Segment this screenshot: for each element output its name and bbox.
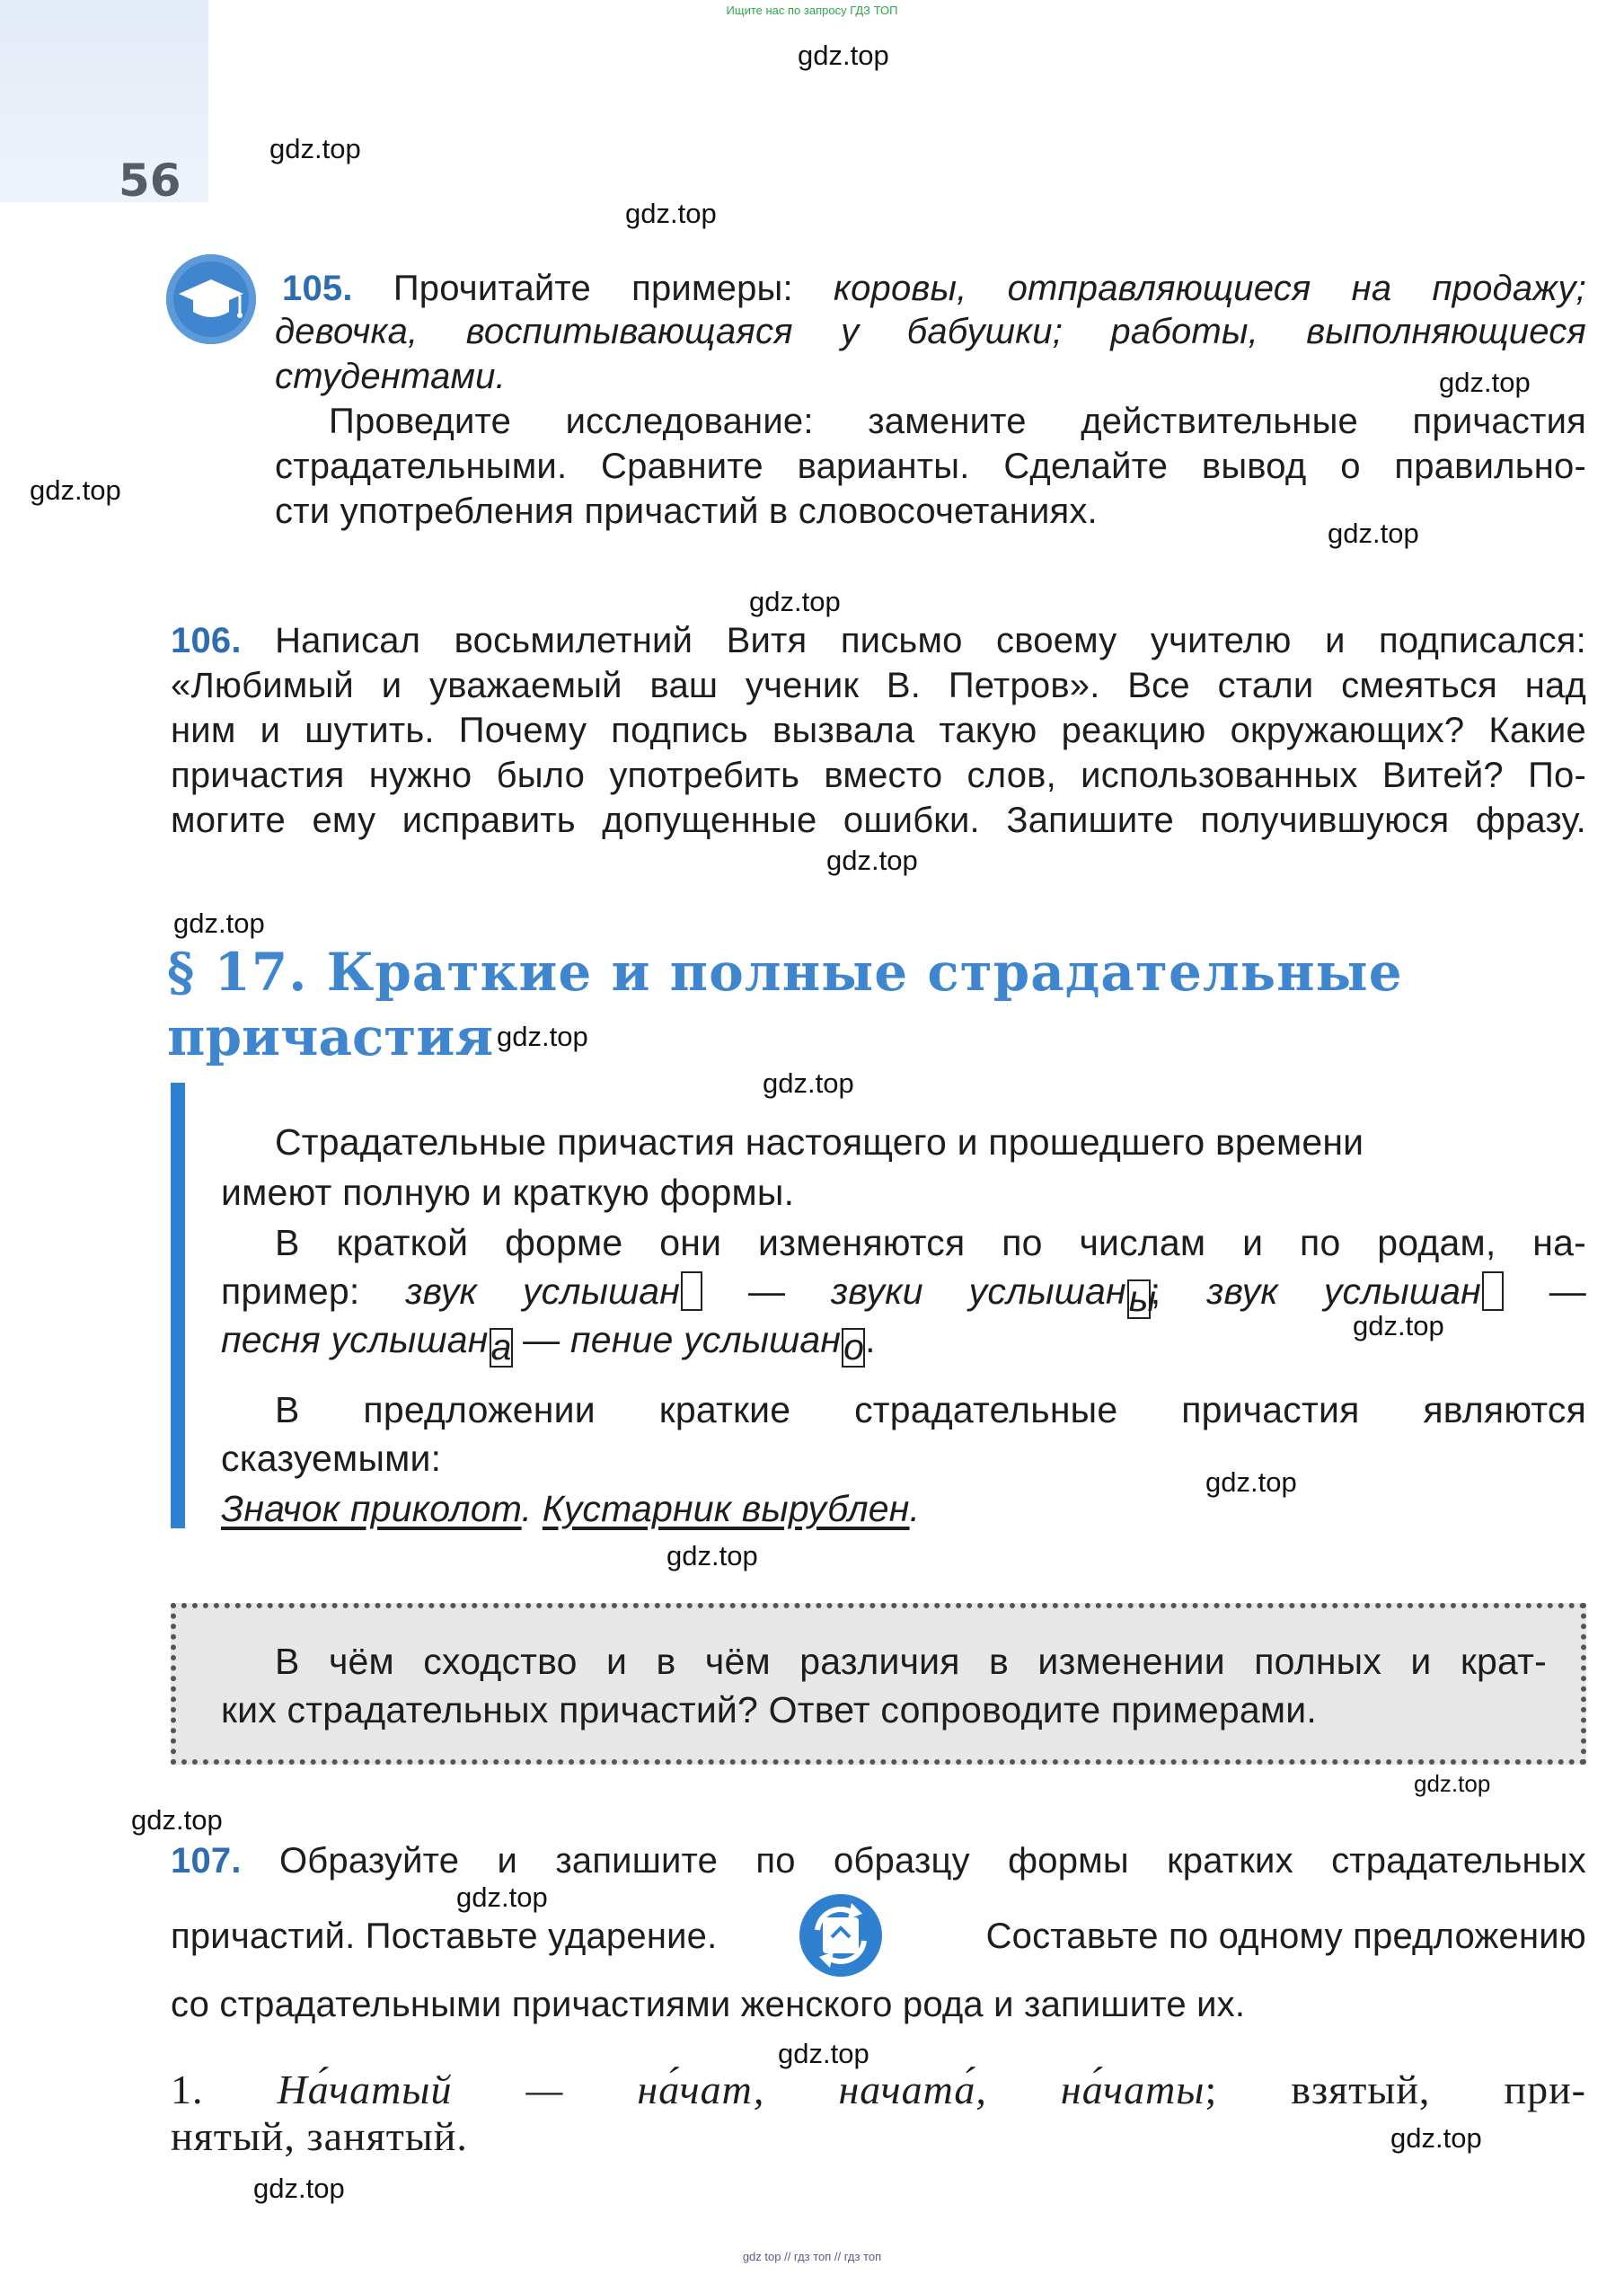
watermark: gdz.top [625, 198, 717, 229]
watermark: gdz.top [1439, 367, 1531, 398]
ex107-example-line: 1. На́чатый — на́чат, начата́, на́чаты; взятый, при- [171, 2067, 1587, 2112]
ex105-line-4: Проведите исследование: замените действительные причастия [329, 402, 1586, 441]
page-number: 56 [119, 155, 181, 207]
ex105-line-3: студентами. [275, 357, 506, 396]
watermark: gdz.top [1205, 1466, 1297, 1498]
ending-mark: ы [1128, 1278, 1157, 1319]
exercise-number: 106. [171, 621, 242, 660]
ex107-line-2a: причастий. Поставьте ударение. [171, 1916, 718, 1956]
watermark: gdz.top [778, 2038, 869, 2069]
watermark: gdz.top [1353, 1310, 1444, 1341]
rule-line: сказуемыми: [221, 1438, 442, 1479]
watermark: gdz.top [131, 1804, 223, 1836]
section-title: § 17. Краткие и полные страдательные [167, 942, 1403, 1003]
ex106-line-4: причастия нужно было употребить вместо слов, использованных Витей? По- [171, 756, 1586, 795]
watermark: gdz.top [497, 1021, 588, 1052]
watermark: gdz.top [30, 474, 121, 506]
exercise-number: 107. [171, 1841, 242, 1881]
rule-line: имеют полную и краткую формы. [221, 1172, 795, 1213]
ending-mark [1482, 1271, 1504, 1311]
rule-line: Страдательные причастия настоящего и прошедшего времени [275, 1121, 1364, 1163]
top-banner[interactable]: Ищите нас по запросу ГДЗ ТОП [726, 4, 898, 17]
watermark: gdz.top [269, 133, 361, 164]
ending-mark: а [490, 1326, 512, 1368]
watermark: gdz.top [253, 2173, 345, 2204]
ex107-line-3: со страдательными причастиями женского рода и запишите их. [171, 1985, 1246, 2024]
rule-line: В предложении краткие страдательные причастия являются [275, 1389, 1586, 1430]
ex107-line-1: 107. Образуйте и запишите по образцу формы кратких страдательных [171, 1841, 1586, 1881]
ex105-line-5: страдательными. Сравните варианты. Сделайте вывод о правильно- [275, 447, 1586, 486]
watermark: gdz.top [798, 40, 889, 71]
ex105-line-1: 105. Прочитайте примеры: коровы, отправляющиеся на продажу; [282, 269, 1586, 308]
ending-mark [681, 1271, 702, 1311]
ex105-line-2: девочка, воспитывающаяся у бабушки; работы, выполняющиеся [275, 312, 1586, 351]
section-title-continuation: причастия [167, 1006, 494, 1067]
ex107-line-2b: Составьте по одному предложению [985, 1916, 1586, 1956]
graduation-cap-icon [166, 254, 256, 344]
rule-example-line: пример: звук услышан — звуки услышаны; звук услышан — [221, 1270, 1586, 1319]
watermark: gdz.top [666, 1540, 758, 1571]
watermark: gdz.top [763, 1067, 854, 1099]
watermark: gdz.top [749, 586, 841, 617]
watermark: gdz.top [1414, 1770, 1491, 1797]
ex107-example-line: нятый, занятый. [171, 2113, 468, 2159]
question-line: ких страдательных причастий? Ответ сопроводите примерами. [221, 1689, 1317, 1731]
rule-line: В краткой форме они изменяются по числам и по родам, на- [275, 1222, 1586, 1263]
rule-bar [171, 1083, 185, 1528]
ending-mark: о [843, 1326, 865, 1368]
ex106-line-5: могите ему исправить допущенные ошибки. Запишите получившуюся фразу. [171, 801, 1586, 840]
watermark: gdz.top [826, 845, 918, 876]
exercise-number: 105. [282, 269, 353, 308]
watermark: gdz.top [1328, 518, 1419, 549]
arrows-cycle-icon [799, 1894, 882, 1977]
watermark: gdz.top [456, 1881, 548, 1913]
ex105-line-6: сти употребления причастий в словосочетаниях. [275, 491, 1098, 531]
ex106-line-1: 106. Написал восьмилетний Витя письмо своему учителю и подписался: [171, 621, 1586, 660]
question-line: В чём сходство и в чём различия в изменении полных и крат- [275, 1641, 1547, 1682]
watermark: gdz.top [1390, 2122, 1482, 2154]
rule-example-line: Значок приколот. Кустарник вырублен. [221, 1488, 921, 1529]
watermark: gdz.top [173, 907, 265, 939]
ex106-line-2: «Любимый и уважаемый ваш ученик В. Петров». Все стали смеяться над [171, 666, 1586, 705]
rule-example-line: песня услышана — пение услышано. [221, 1319, 876, 1368]
bottom-banner[interactable]: gdz top // гдз топ // гдз топ [742, 2250, 882, 2263]
ex106-line-3: ним и шутить. Почему подпись вызвала такую реакцию окружающих? Какие [171, 711, 1586, 750]
